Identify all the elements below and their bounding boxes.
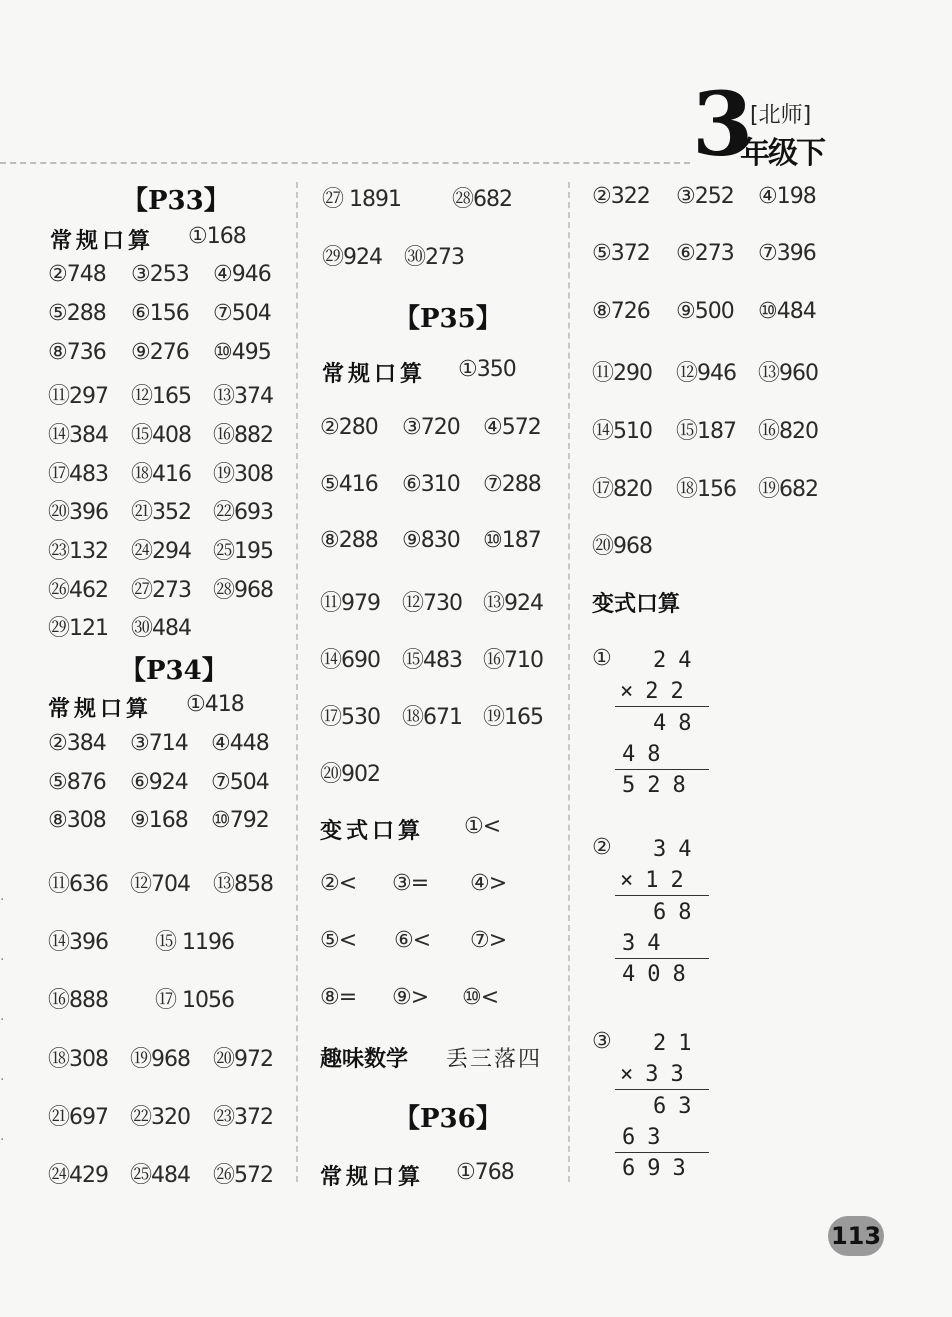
answer-item: ⑭384 (48, 423, 108, 448)
answer-item: ㉙121 (48, 616, 108, 641)
answer-item: ⑮187 (676, 419, 736, 444)
label-variant-calc: 变式口算 (320, 819, 425, 844)
answer-item: ①768 (456, 1160, 514, 1185)
product-result: 528 (622, 773, 698, 798)
answer-item: ④448 (211, 731, 269, 756)
multiplier: ×33 (620, 1062, 696, 1087)
answer-item: ②280 (320, 415, 378, 440)
answer-item: ⑪636 (48, 872, 108, 897)
section-header-p35: 【P35】 (394, 304, 502, 334)
label-variant-calc: 变式口算 (592, 592, 681, 617)
answer-item: ⑰530 (320, 705, 380, 730)
answer-item: ⑭510 (592, 419, 652, 444)
partial-product-2: 63 (622, 1125, 673, 1150)
label-mental-calc: 常规口算 (50, 229, 155, 254)
answer-item: ⑧= (320, 985, 357, 1010)
answer-item: ⑤416 (320, 472, 378, 497)
answer-item: ㉒320 (130, 1105, 190, 1130)
partial-product-2: 48 (622, 742, 673, 767)
top-divider (0, 162, 690, 164)
answer-item: ㉓132 (48, 539, 108, 564)
multiplicand: 24 (653, 648, 704, 673)
answer-item: ④> (470, 871, 507, 896)
answer-item: ⑯820 (758, 419, 818, 444)
answer-item: ⑫165 (131, 384, 191, 409)
grade-text: 年级下 (740, 136, 824, 171)
multiplier: ×22 (620, 679, 696, 704)
answer-item: ㉖572 (213, 1163, 273, 1188)
product-result: 693 (622, 1156, 698, 1181)
label-mental-calc: 常规口算 (48, 697, 153, 722)
answer-item: ⑧726 (592, 299, 650, 324)
answer-item: ⑱156 (676, 477, 736, 502)
answer-item: ㉑697 (48, 1105, 108, 1130)
result-rule (615, 769, 709, 770)
answer-item: ⑨168 (130, 808, 188, 833)
answer-item: ㉕484 (130, 1163, 190, 1188)
answer-item: ⑬858 (213, 872, 273, 897)
answer-item: ⑦> (470, 928, 507, 953)
label-fun-math: 趣味数学 (320, 1047, 409, 1072)
answer-item: ⑤288 (48, 301, 106, 326)
edge-bleed-marks: · · · · · (0, 892, 5, 1148)
publisher-label: [北师] (750, 103, 812, 128)
product-result: 408 (622, 962, 698, 987)
answer-item: ⑨500 (676, 299, 734, 324)
answer-item: ⑳972 (213, 1047, 273, 1072)
page-number: 113 (828, 1216, 884, 1256)
partial-product-2: 34 (622, 931, 673, 956)
answer-item: ㉖462 (48, 578, 108, 603)
column-divider-1 (296, 182, 298, 1182)
answer-item: ⑩< (462, 985, 499, 1010)
answer-item: ⑮483 (402, 648, 462, 673)
grade-badge (692, 72, 842, 176)
answer-item: ③720 (402, 415, 460, 440)
answer-item: ⑲682 (758, 477, 818, 502)
answer-item: ⑫730 (402, 591, 462, 616)
answer-item: ④572 (483, 415, 541, 440)
answer-item: ④198 (758, 184, 816, 209)
answer-item: ㉗ 1891 (322, 187, 401, 212)
answer-item: ⑨> (392, 985, 429, 1010)
partial-product-1: 63 (653, 1094, 704, 1119)
answer-item: ㉙924 (322, 245, 382, 270)
answer-item: ⑥924 (130, 770, 188, 795)
answer-item: ⑥< (394, 928, 431, 953)
answer-item: ④946 (213, 262, 271, 287)
result-rule (615, 958, 709, 959)
answer-item: ⑦396 (758, 241, 816, 266)
answer-item: ⑯888 (48, 988, 108, 1013)
fun-math-answer: 丢三落四 (446, 1047, 543, 1072)
answer-item: ㉘968 (213, 578, 273, 603)
multiplier: ×12 (620, 868, 696, 893)
answer-item: ⑳902 (320, 762, 380, 787)
answer-item: ⑩495 (213, 340, 271, 365)
answer-item: ⑥310 (402, 472, 460, 497)
answer-item: ⑦288 (483, 472, 541, 497)
answer-item: ③253 (131, 262, 189, 287)
answer-item: ㉚484 (131, 616, 191, 641)
partial-product-1: 68 (653, 900, 704, 925)
answer-item: ⑫946 (676, 361, 736, 386)
answer-item: ②322 (592, 184, 650, 209)
answer-item: ㉚273 (404, 245, 464, 270)
section-header-p36: 【P36】 (394, 1104, 502, 1134)
partial-product-1: 48 (653, 711, 704, 736)
product-rule (615, 895, 709, 896)
answer-item: ㉘682 (452, 187, 512, 212)
answer-item: ⑲165 (483, 705, 543, 730)
answer-item: ②748 (48, 262, 106, 287)
answer-item: ⑬960 (758, 361, 818, 386)
answer-item: ②384 (48, 731, 106, 756)
problem-number: ② (592, 835, 611, 860)
answer-item: ⑳396 (48, 500, 108, 525)
answer-item: ⑬374 (213, 384, 273, 409)
answer-item: ⑰820 (592, 477, 652, 502)
grade-number: 3 (692, 72, 754, 176)
answer-item: ⑨276 (131, 340, 189, 365)
answer-item: ⑨830 (402, 528, 460, 553)
answer-item: ⑱416 (131, 462, 191, 487)
answer-item: ①418 (186, 692, 244, 717)
answer-item: ⑥273 (676, 241, 734, 266)
section-header-p34: 【P34】 (120, 656, 228, 686)
answer-item: ㉓372 (213, 1105, 273, 1130)
answer-item: ⑦504 (211, 770, 269, 795)
answer-item: ⑤< (320, 928, 357, 953)
answer-item: ⑧308 (48, 808, 106, 833)
label-mental-calc: 常规口算 (322, 362, 427, 387)
answer-item: ⑱308 (48, 1047, 108, 1072)
answer-item: ㉔294 (131, 539, 191, 564)
answer-item: ⑪290 (592, 361, 652, 386)
answer-item: ⑫704 (130, 872, 190, 897)
answer-item: ㉑352 (131, 500, 191, 525)
answer-item: ⑲308 (213, 462, 273, 487)
answer-item: ⑬924 (483, 591, 543, 616)
answer-item: ③252 (676, 184, 734, 209)
result-rule (615, 1152, 709, 1153)
answer-item: ⑦504 (213, 301, 271, 326)
label-mental-calc: 常规口算 (320, 1165, 425, 1190)
answer-item: ㉕195 (213, 539, 273, 564)
problem-number: ③ (592, 1029, 611, 1054)
answer-item: ⑲968 (130, 1047, 190, 1072)
answer-item: ⑩484 (758, 299, 816, 324)
answer-item: ⑰ 1056 (155, 988, 234, 1013)
answer-item: ⑭690 (320, 648, 380, 673)
answer-item: ⑪297 (48, 384, 108, 409)
answer-item: ㉔429 (48, 1163, 108, 1188)
answer-item: ⑳968 (592, 534, 652, 559)
answer-item: ①< (464, 814, 501, 839)
answer-item: ⑭396 (48, 930, 108, 955)
column-divider-2 (568, 182, 570, 1182)
problem-number: ① (592, 646, 611, 671)
answer-item: ㉒693 (213, 500, 273, 525)
answer-item: ⑧736 (48, 340, 106, 365)
answer-item: ①168 (188, 224, 246, 249)
product-rule (615, 706, 709, 707)
answer-item: ⑯882 (213, 423, 273, 448)
answer-item: ⑮ 1196 (155, 930, 234, 955)
answer-item: ③= (392, 871, 429, 896)
answer-item: ③714 (130, 731, 188, 756)
answer-item: ⑥156 (131, 301, 189, 326)
answer-item: ⑪979 (320, 591, 380, 616)
answer-item: ⑩792 (211, 808, 269, 833)
answer-item: ⑩187 (483, 528, 541, 553)
answer-item: ⑧288 (320, 528, 378, 553)
answer-item: ㉗273 (131, 578, 191, 603)
product-rule (615, 1089, 709, 1090)
answer-item: ②< (320, 871, 357, 896)
answer-item: ⑤372 (592, 241, 650, 266)
answer-item: ⑱671 (402, 705, 462, 730)
answer-item: ⑰483 (48, 462, 108, 487)
answer-item: ⑯710 (483, 648, 543, 673)
answer-item: ①350 (458, 357, 516, 382)
answer-item: ⑮408 (131, 423, 191, 448)
section-header-p33: 【P33】 (122, 186, 230, 216)
answer-item: ⑤876 (48, 770, 106, 795)
multiplicand: 21 (653, 1031, 704, 1056)
multiplicand: 34 (653, 837, 704, 862)
